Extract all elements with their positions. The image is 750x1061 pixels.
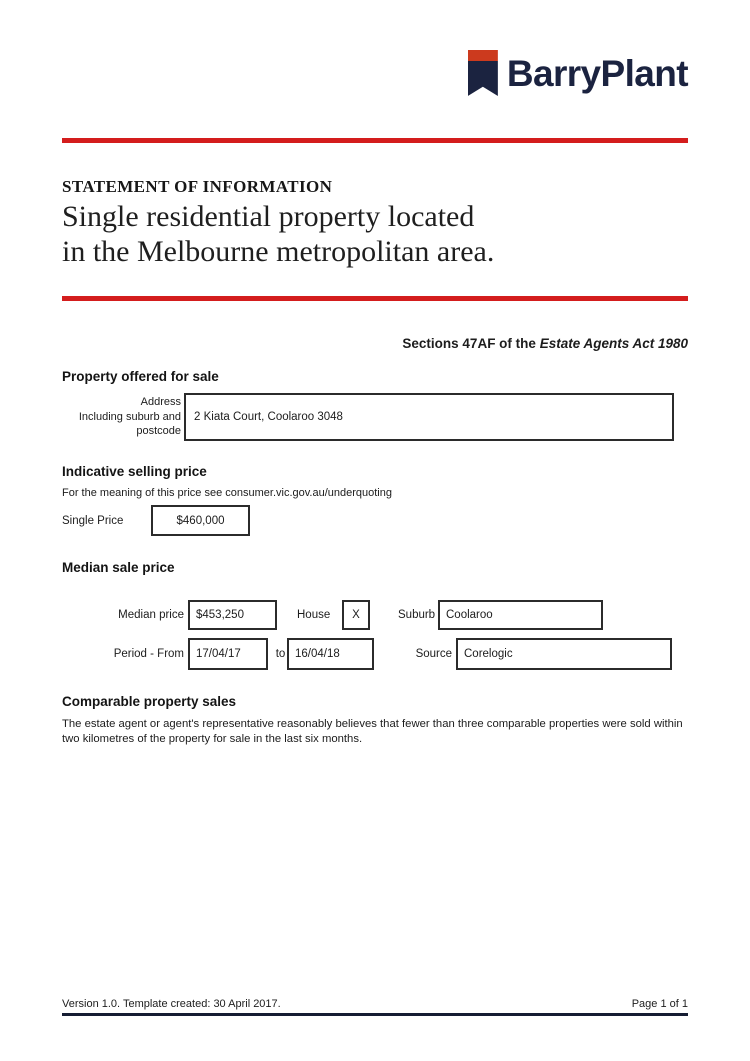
source-field[interactable] <box>456 638 672 670</box>
page-title <box>62 199 494 269</box>
house-checkbox-field[interactable] <box>342 600 370 630</box>
house-checkbox-value: X <box>352 609 360 621</box>
house-label: House <box>297 609 331 621</box>
act-reference-name: Estate Agents Act 1980 <box>539 336 688 351</box>
act-reference-prefix: Sections 47AF of the <box>402 336 540 351</box>
median-price-label: Median price <box>118 609 184 621</box>
address-label-line3: postcode <box>136 425 181 438</box>
median-price-row <box>62 600 603 630</box>
page-title-line1: Single residential property located <box>62 200 475 233</box>
section-heading-comparable-sales: Comparable property sales <box>62 694 237 709</box>
source-value: Corelogic <box>464 648 513 660</box>
median-period-row <box>62 638 672 670</box>
single-price-label: Single Price <box>62 514 124 527</box>
period-from-field[interactable] <box>188 638 268 670</box>
barry-plant-wordmark: BarryPlant <box>506 52 688 94</box>
underquoting-note: For the meaning of this price see consumer.vic.gov.au/underquoting <box>62 487 392 499</box>
suburb-value: Coolaroo <box>446 609 493 621</box>
single-price-value: $460,000 <box>176 514 225 527</box>
bookmark-icon <box>468 50 498 96</box>
act-reference <box>402 336 688 351</box>
footer-rule <box>62 1013 688 1016</box>
address-value: 2 Kiata Court, Coolaroo 3048 <box>194 411 343 423</box>
address-row <box>62 393 674 441</box>
suburb-field[interactable] <box>438 600 603 630</box>
period-to-value: 16/04/18 <box>295 648 340 660</box>
address-field[interactable] <box>184 393 674 441</box>
section-heading-property: Property offered for sale <box>62 369 219 384</box>
single-price-field[interactable] <box>151 505 250 536</box>
comparable-sales-statement: The estate agent or agent's representative reasonably believes that fewer than three comparable properties were sold within two kilometres of the property for sale in the last six months. <box>62 718 683 745</box>
address-label-line1: Address <box>140 396 181 408</box>
red-rule-top <box>62 138 688 143</box>
footer-page-number: Page 1 of 1 <box>631 998 688 1010</box>
section-heading-indicative-price: Indicative selling price <box>62 464 207 479</box>
single-price-row <box>62 505 250 536</box>
period-from-value: 17/04/17 <box>196 648 241 660</box>
period-from-label: Period - From <box>113 648 184 660</box>
address-label <box>62 393 184 441</box>
footer-version-text: Version 1.0. Template created: 30 April 2017. <box>62 998 281 1010</box>
red-rule-middle <box>62 296 688 301</box>
source-label: Source <box>415 648 452 660</box>
period-to-label: to <box>275 648 286 660</box>
period-to-field[interactable] <box>287 638 374 670</box>
median-price-field[interactable] <box>188 600 277 630</box>
statement-kicker: STATEMENT OF INFORMATION <box>62 177 333 196</box>
section-heading-median-price: Median sale price <box>62 560 175 575</box>
median-price-value: $453,250 <box>196 609 244 621</box>
barry-plant-logo <box>468 50 688 96</box>
suburb-label: Suburb <box>398 609 436 621</box>
page-title-line2: in the Melbourne metropolitan area. <box>62 235 495 268</box>
address-label-line2: Including suburb and <box>78 410 181 423</box>
